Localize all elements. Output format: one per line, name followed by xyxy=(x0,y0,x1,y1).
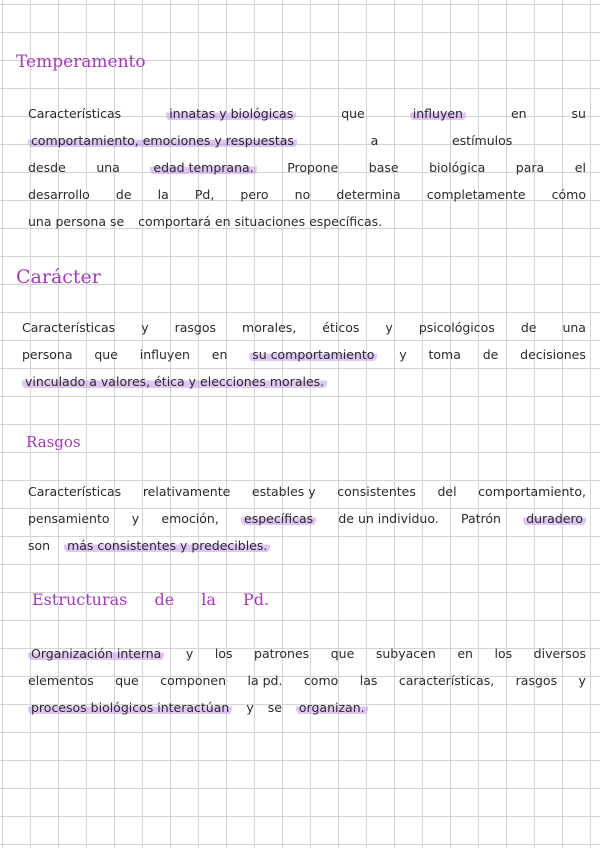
text-line: Características relativamente estables y consistentes del comportamiento, xyxy=(28,484,586,499)
highlight: vinculado a valores, ética y elecciones morales. xyxy=(22,374,327,389)
highlight: duradero xyxy=(523,511,586,526)
highlight: innatas y biológicas xyxy=(166,106,296,121)
text-line: Características innatas y biológicas que influyen en su xyxy=(28,106,586,121)
text-line: persona que influyen en su comportamiento y toma de decisiones xyxy=(22,347,586,362)
text-line: procesos biológicos interactúan y se organizan. xyxy=(28,700,586,727)
text-line: comportamiento, emociones y respuestas a estímulos xyxy=(28,133,586,160)
highlight: influyen xyxy=(410,106,466,121)
highlight: organizan. xyxy=(296,700,368,715)
text-line: desde una edad temprana. Propone base biológica para el xyxy=(28,160,586,175)
paragraph-temperamento xyxy=(28,106,586,241)
highlight: Organización interna xyxy=(28,646,164,661)
text-line xyxy=(22,374,586,401)
paragraph-estructuras xyxy=(28,646,586,727)
heading-estructuras: Estructuras de la Pd. xyxy=(32,590,270,609)
text-line: pensamiento y emoción, específicas de un individuo. Patrón duradero xyxy=(28,511,586,538)
text-line: Organización interna y los patrones que subyacen en los diversos xyxy=(28,646,586,673)
highlight: edad temprana. xyxy=(150,160,256,175)
highlight: más consistentes y predecibles. xyxy=(64,538,270,553)
heading-caracter: Carácter xyxy=(16,266,101,288)
text-line: una persona se comportará en situaciones específicas. xyxy=(28,214,383,229)
highlight: específicas xyxy=(241,511,316,526)
text-line: elementos que componen la pd. como las características, rasgos y xyxy=(28,673,586,688)
text-line: Características y rasgos morales, éticos y psicológicos de una xyxy=(22,320,586,335)
paragraph-rasgos xyxy=(28,484,586,565)
text-line: desarrollo de la Pd, pero no determina completamente cómo xyxy=(28,187,586,202)
heading-rasgos: Rasgos xyxy=(26,433,81,451)
text-line: son más consistentes y predecibles. xyxy=(28,538,586,565)
highlight: su comportamiento xyxy=(249,347,377,362)
highlight: procesos biológicos interactúan xyxy=(28,700,232,715)
heading-temperamento: Temperamento xyxy=(16,52,146,72)
highlight: comportamiento, emociones y respuestas xyxy=(28,133,297,148)
paragraph-caracter xyxy=(22,320,586,401)
